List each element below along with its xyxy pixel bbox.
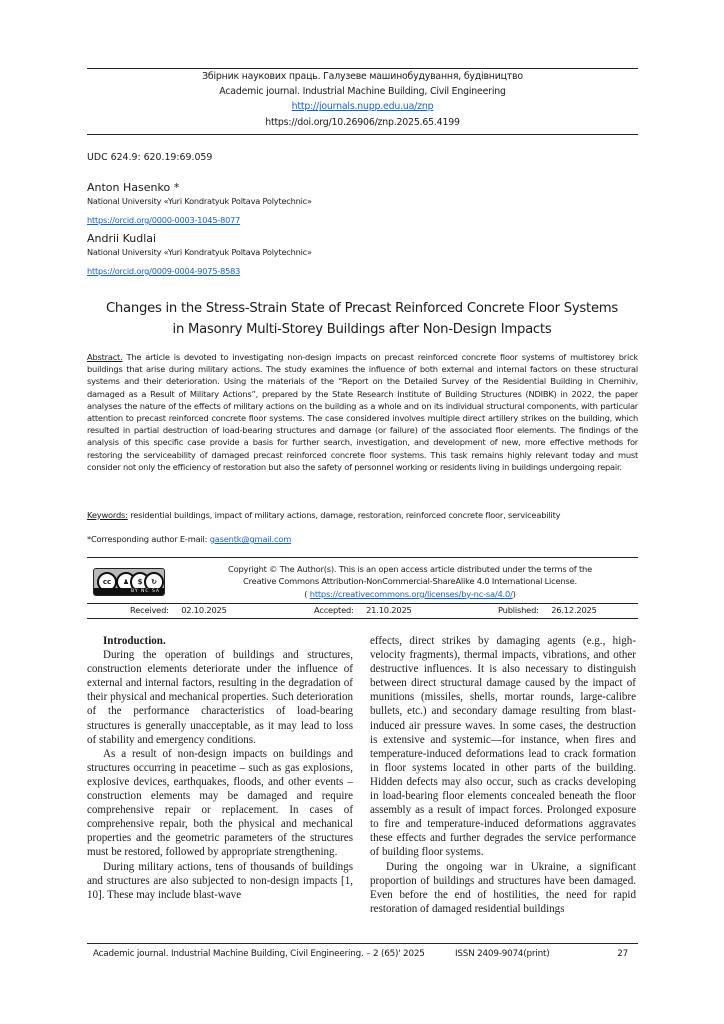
received-label: Received: xyxy=(130,605,169,615)
journal-title-ua: Збірник наукових праць. Галузеве машинобудування, будівництво xyxy=(202,71,523,82)
accepted-value: 21.10.2025 xyxy=(366,605,412,615)
body-paragraph: During military actions, tens of thousands of buildings and structures are also subjected to non-design impacts [1, 10]. These may include blast-wave xyxy=(87,860,353,901)
corresponding-author xyxy=(87,533,291,545)
article-title-line-2: in Masonry Multi-Storey Buildings after Non-Design Impacts xyxy=(172,322,552,337)
abstract xyxy=(87,351,638,473)
cc-license-terms: BY NC SA xyxy=(94,588,164,595)
received-value: 02.10.2025 xyxy=(181,605,227,615)
noncommercial-icon: $ xyxy=(130,572,150,592)
article-title-line-1: Changes in the Stress-Strain State of Precast Reinforced Concrete Floor Systems xyxy=(105,301,619,316)
footer-issn: ISSN 2409-9074(print) xyxy=(455,949,550,959)
license-link-close: ) xyxy=(512,588,516,599)
orcid-link[interactable]: https://orcid.org/0000-0003-1045-8077 xyxy=(87,214,241,225)
license-bottom-rule xyxy=(87,618,638,619)
accepted-label: Accepted: xyxy=(314,605,354,615)
article-title xyxy=(60,298,664,340)
abstract-label: Abstract. xyxy=(87,352,123,362)
header-bottom-rule xyxy=(87,134,638,135)
author-name: Andrii Kudlai xyxy=(87,232,157,245)
introduction-heading: Introduction. xyxy=(103,635,166,647)
sharealike-icon: ↻ xyxy=(144,572,164,592)
author-affiliation: National University «Yuri Kondratyuk Poltava Polytechnic» xyxy=(87,196,312,206)
keywords-label: Keywords: xyxy=(87,510,128,520)
journal-url-link[interactable]: http://journals.nupp.edu.ua/znp xyxy=(291,101,434,113)
corresponding-label: *Corresponding author E-mail: xyxy=(87,534,208,544)
orcid-link[interactable]: https://orcid.org/0009-0004-9075-8583 xyxy=(87,265,241,276)
footer-journal: Academic journal. Industrial Machine Building, Civil Engineering. – 2 (65)' 2025 xyxy=(93,949,425,959)
keywords-text: residential buildings, impact of military actions, damage, restoration, reinforced concrete floor, serviceability xyxy=(130,510,561,520)
copyright-line-2: Creative Commons Attribution-NonCommercial-ShareAlike 4.0 International License. xyxy=(243,576,577,587)
cc-license-logo[interactable] xyxy=(93,568,165,596)
license-top-rule xyxy=(87,557,638,558)
body-paragraph: During the ongoing war in Ukraine, a significant proportion of buildings and structures have been damaged. Even before the end of hostilities, the need for rapid restoration of damaged residential buildings xyxy=(370,860,636,915)
cc-icon: cc xyxy=(97,572,117,592)
body-paragraph: effects, direct strikes by damaging agents (e.g., high-velocity fragments), thermal impacts, vibrations, and other destructive influences. It is also necessary to distinguish between direct structural damage caused by the impact of munitions (missiles, shells, mortar rounds, large-calibre bullets, etc.) and secondary damage resulting from blast-induced air pressure waves. In some cases, the destruction is extensive and systemic—for instance, when fires and temperature-induced deformations lead to crack formation in floor systems located in other parts of the building. Hidden defects may also occur, such as cracks developing in load-bearing floor elements concealed beneath the floor assembly as a result of impact forces. Prolonged exposure to fire and temperature-induced deformations aggravates these effects and further degrades the service performance of building floor systems. xyxy=(370,635,636,859)
author-affiliation: National University «Yuri Kondratyuk Poltava Polytechnic» xyxy=(87,247,312,257)
udc-code: UDC 624.9: 620.19:69.059 xyxy=(87,152,213,163)
body-paragraph: As a result of non-design impacts on buildings and structures occurring in peacetime – such as gas explosions, explosive devices, earthquakes, floods, and other events – construction elements may be damaged and require comprehensive repair or replacement. In cases of comprehensive repair, both the physical and mechanical properties and the geometric parameters of the structures must be restored, followed by appropriate strengthening. xyxy=(87,747,353,859)
license-link-open: ( xyxy=(304,588,308,599)
published-label: Published: xyxy=(498,605,539,615)
received-date xyxy=(130,605,227,615)
page-number: 27 xyxy=(617,949,628,959)
body-paragraph: During the operation of buildings and structures, construction elements deteriorate under the influence of external and internal factors, resulting in the degradation of their physical and mechanical properties. Such deterioration of the performance characteristics of load-bearing structures is generally unacceptable, as it may lead to loss of stability and emergency conditions. xyxy=(87,649,353,746)
published-value: 26.12.2025 xyxy=(551,605,597,615)
license-link[interactable]: https://creativecommons.org/licenses/by-nc-sa/4.0/ xyxy=(309,588,513,599)
by-person-icon: ♟ xyxy=(116,572,136,592)
copyright-notice xyxy=(200,563,620,600)
keywords xyxy=(87,509,638,521)
journal-title-en: Academic journal. Industrial Machine Building, Civil Engineering xyxy=(219,86,506,98)
journal-header xyxy=(87,69,638,130)
doi-link[interactable]: https://doi.org/10.26906/znp.2025.65.4199 xyxy=(265,116,460,128)
license-mid-rule xyxy=(87,603,638,604)
abstract-text: The article is devoted to investigating non-design impacts on precast reinforced concrete floor systems of multistorey brick buildings that arise during military actions. The study examines the influence of both external and internal factors on these structural systems and their deterioration. Using the materials of the “Report on the Detailed Survey of the Residential Building in Chernihiv, damaged as a Result of Military Actions”, prepared by the State Research Institute of Building Structures (NDIBK) in 2022, the paper analyses the nature of the effects of military actions on the building as a whole and on its individual structural components, with particular attention to precast reinforced concrete floor systems. The case considered involves multiple direct artillery strikes on the building, which resulted in partial destruction of load-bearing structures and damage (or failure) of the associated floor elements. The findings of the analysis of this specific case provide a basis for further search, investigation, and development of new, more effective methods for restoring the serviceability of damaged precast reinforced concrete floor systems. This task remains highly relevant today and must consider not only the efficiency of restoration but also the safety of personnel working or residents living in buildings undergoing repair. xyxy=(87,352,639,472)
author-2 xyxy=(87,231,312,278)
published-date xyxy=(498,605,597,615)
author-1 xyxy=(87,180,312,227)
author-name: Anton Hasenko * xyxy=(87,181,180,194)
copyright-line-1: Copyright © The Author(s). This is an open access article distributed under the terms of the xyxy=(228,564,592,574)
footer-rule xyxy=(87,943,638,944)
body-right-column xyxy=(370,634,636,916)
body-left-column xyxy=(87,634,353,902)
corresponding-email-link[interactable]: gasentk@gmail.com xyxy=(209,534,292,544)
accepted-date xyxy=(314,605,412,615)
